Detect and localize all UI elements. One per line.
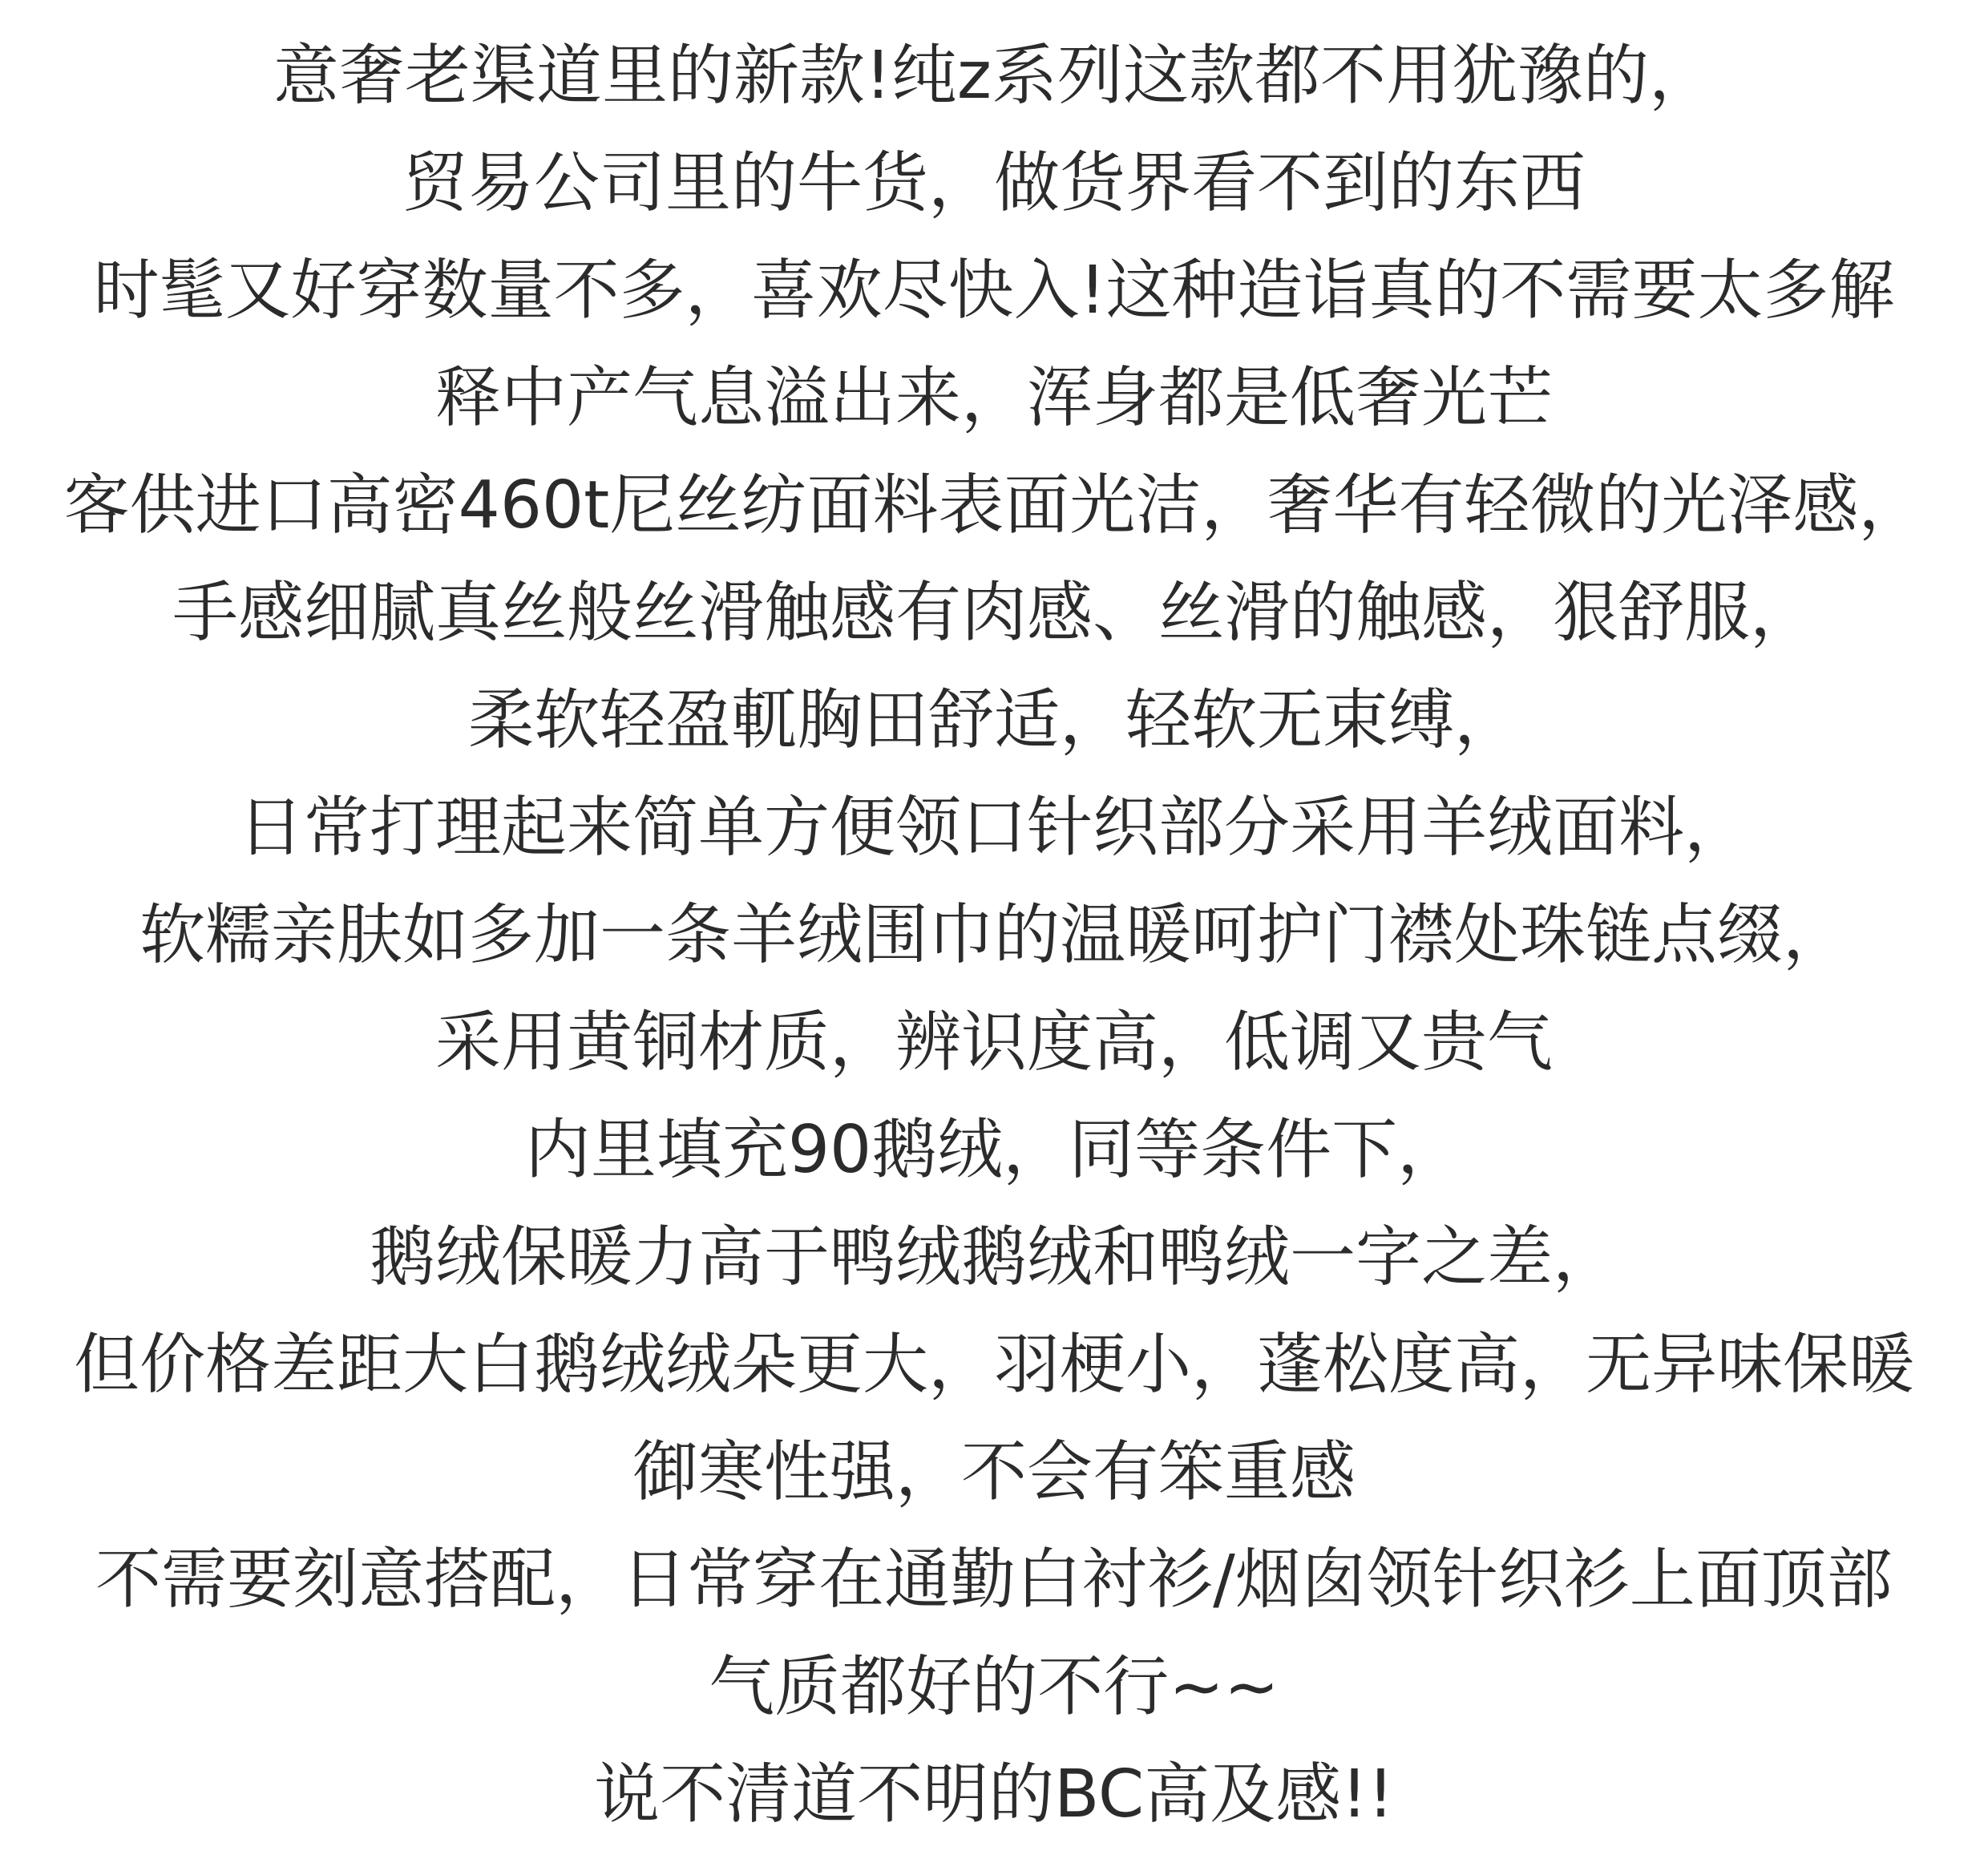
description-line: 但价格差距大白鹅绒绒朵更大，羽梗小，蓬松度高，无异味保暖 xyxy=(73,1327,1914,1403)
description-line: 气质都好的不行~~ xyxy=(709,1649,1279,1725)
description-line: 软糯亲肤如多加一条羊绒围巾的温暖呵护门襟处珠链点缀， xyxy=(139,897,1849,973)
description-line: 意奢老渠道里的新款!纯z系列这款都不用犹豫的， xyxy=(273,38,1715,114)
description-line: 时髦又好穿数量不多，喜欢尽快入!这种造诣真的不需要太多解 xyxy=(93,253,1895,329)
description-line: 御寒性强，不会有笨重感 xyxy=(632,1434,1356,1510)
description-line: 不需要刻意搭配，日常穿在通勤白衬衫/烟囱领针织衫上面顶部 xyxy=(95,1542,1893,1618)
description-line: 鹅绒保暖力高于鸭绒鹅绒和鸭绒一字之差， xyxy=(369,1219,1618,1295)
product-description xyxy=(0,22,1988,1849)
description-line: 日常打理起来简单方便领口针织部分采用羊绒面料， xyxy=(237,790,1750,866)
description-line: 贸易公司里的牛货，做货界看不到的东西 xyxy=(402,145,1586,221)
description-line: 客供进口高密460t尼丝纺面料表面光洁，奢华有轻微的光泽感， xyxy=(63,467,1925,544)
description-line: 采用黄铜材质，辨识度高，低调又贵气 xyxy=(434,1004,1553,1081)
description-line: 柔软轻盈軏胸田舒适，轻软无束缚， xyxy=(467,682,1520,758)
description-line: 内里填充90鹅绒，同等条件下， xyxy=(524,1112,1464,1188)
description-line: 释中产气息溢出来，浑身都是低奢光芒 xyxy=(434,360,1553,436)
description-line: 手感细腻真丝般丝滑触感有肉感、丝滑的触感，狠舒服， xyxy=(172,575,1816,651)
description-line: 说不清道不明的BC高及感!! xyxy=(594,1756,1394,1833)
